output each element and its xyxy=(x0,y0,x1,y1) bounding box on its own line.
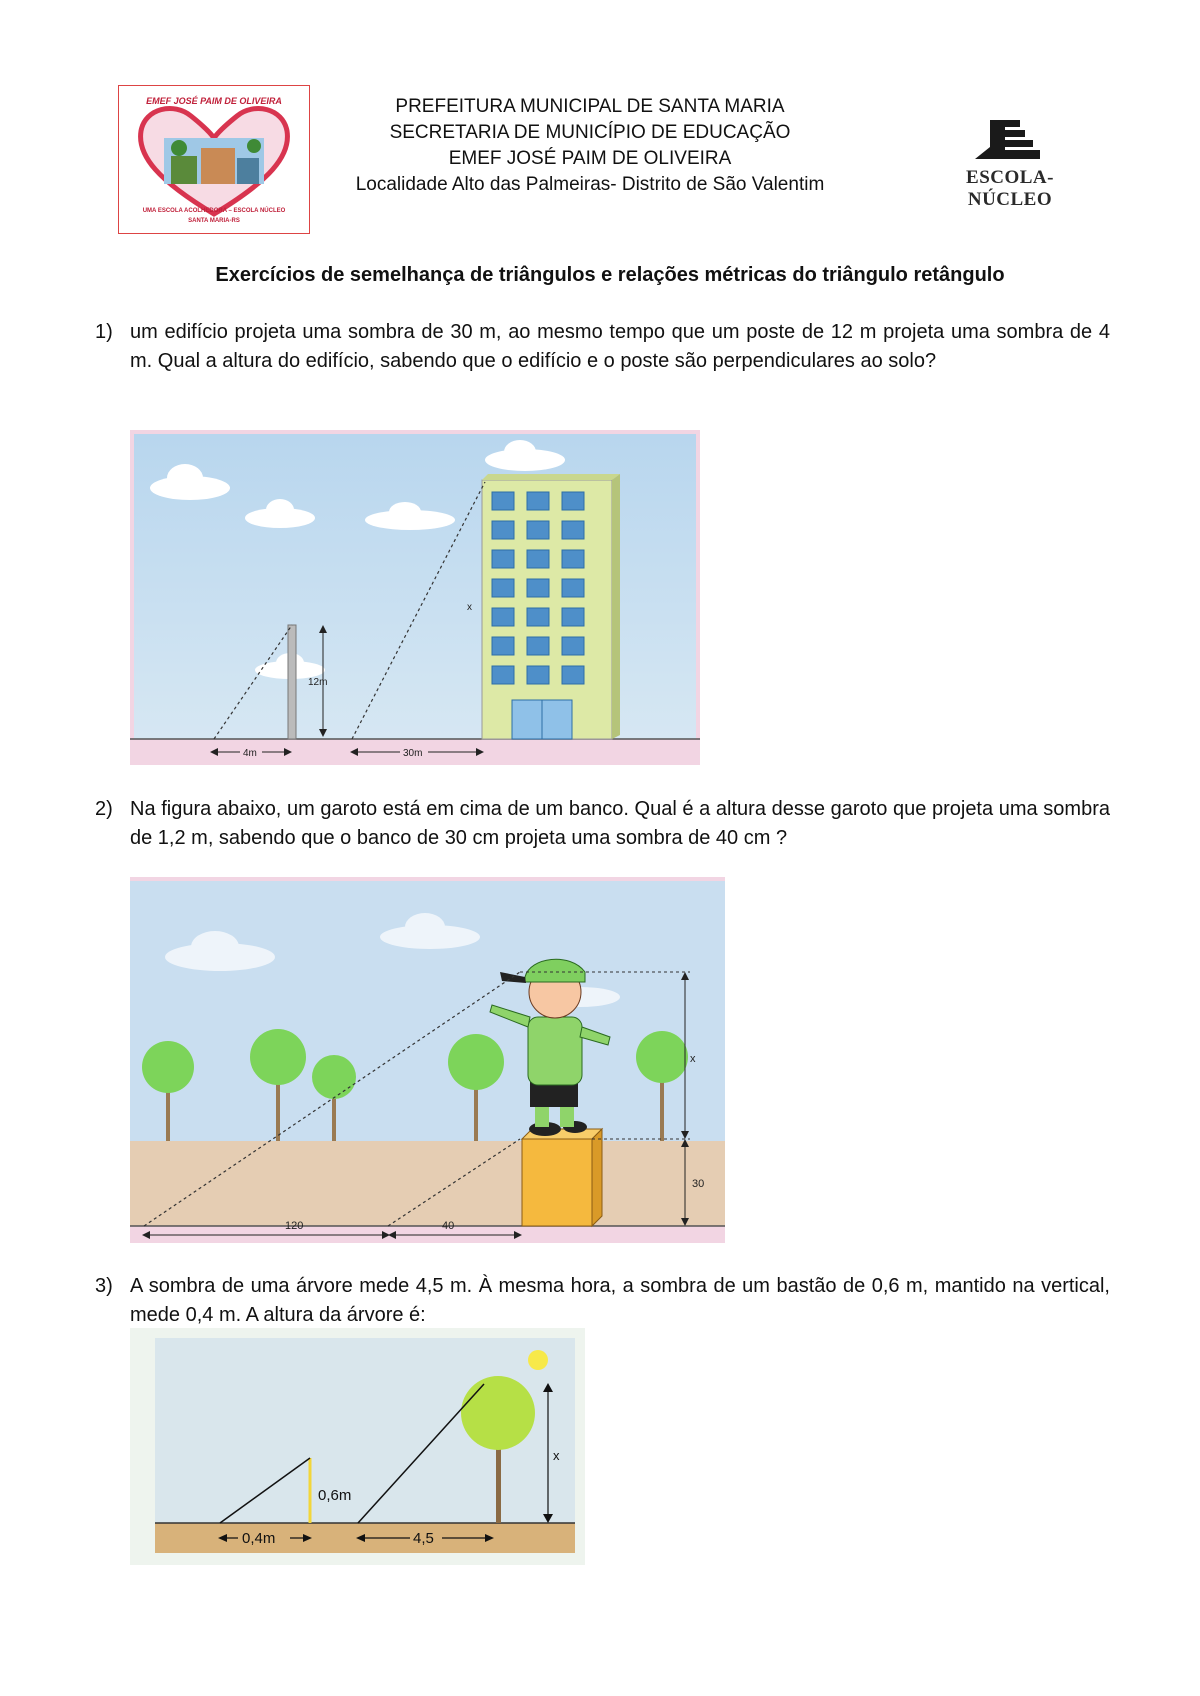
sun-icon xyxy=(528,1350,548,1370)
bench xyxy=(522,1139,592,1226)
question-1 xyxy=(95,318,1110,408)
bench-shadow-label: 40 xyxy=(442,1220,455,1232)
school-logo xyxy=(118,85,310,234)
figure-1-building-shadow xyxy=(130,430,700,765)
pole-height-label: 12m xyxy=(308,677,328,688)
bench-height-label: 30 xyxy=(692,1178,705,1190)
tree-crown xyxy=(461,1376,535,1450)
header-line-1: PREFEITURA MUNICIPAL DE SANTA MARIA xyxy=(395,96,785,117)
pole-shadow-label: 4m xyxy=(243,748,257,759)
escola-nucleo-text: ESCOLA-NÚCLEO xyxy=(966,167,1054,210)
boy-shadow-label: 120 xyxy=(285,1220,304,1232)
boy-height-label: x xyxy=(690,1053,696,1065)
question-2 xyxy=(95,795,1110,885)
logo-top-text: EMEF JOSÉ PAIM DE OLIVEIRA xyxy=(146,96,282,106)
header-line-4: Localidade Alto das Palmeiras- Distrito de São Valentim xyxy=(355,174,825,195)
header-line-3: EMEF JOSÉ PAIM DE OLIVEIRA xyxy=(448,148,732,169)
logo-bottom-text-2: SANTA MARIA-RS xyxy=(188,218,240,224)
question-1-number: 1) xyxy=(95,321,113,343)
question-3 xyxy=(95,1272,1110,1332)
tree-trunk xyxy=(496,1438,501,1523)
building-shadow-label: 30m xyxy=(403,748,423,759)
question-3-number: 3) xyxy=(95,1275,113,1297)
escola-nucleo-logo xyxy=(925,115,1095,210)
question-2-text: Na figura abaixo, um garoto está em cima de um banco. Qual é a altura desse garoto que projeta uma sombra de 1,2 m, sabendo que o banco de 30 cm projeta uma sombra de 40 cm ? xyxy=(130,798,1110,849)
figure-2-boy-on-bench xyxy=(130,877,725,1243)
question-1-text: um edifício projeta uma sombra de 30 m, ao mesmo tempo que um poste de 12 m projeta uma sombra de 4 m. Qual a altura do edifício, sabendo que o edifício e o poste são perpendiculares ao solo? xyxy=(130,321,1110,372)
tree-height-label: x xyxy=(553,1448,560,1463)
pole xyxy=(288,625,296,739)
question-3-text: A sombra de uma árvore mede 4,5 m. À mesma hora, a sombra de um bastão de 0,6 m, mantido na vertical, mede 0,4 m. A altura da árvore é: xyxy=(130,1275,1110,1326)
question-2-number: 2) xyxy=(95,798,113,820)
page-title: Exercícios de semelhança de triângulos e relações métricas do triângulo retângulo xyxy=(215,264,1005,286)
figure-3-tree-stick xyxy=(130,1328,585,1565)
tree-shadow-label: 4,5 xyxy=(413,1530,434,1547)
stick-height-label: 0,6m xyxy=(318,1487,352,1504)
logo-bottom-text-1: UMA ESCOLA ACOLHEDORA – ESCOLA NÚCLEO xyxy=(142,208,286,214)
building-height-label: x xyxy=(467,602,472,613)
stick-shadow-label: 0,4m xyxy=(242,1530,276,1547)
building-windows xyxy=(492,492,584,684)
header-line-2: SECRETARIA DE MUNICÍPIO DE EDUCAÇÃO xyxy=(389,122,791,143)
